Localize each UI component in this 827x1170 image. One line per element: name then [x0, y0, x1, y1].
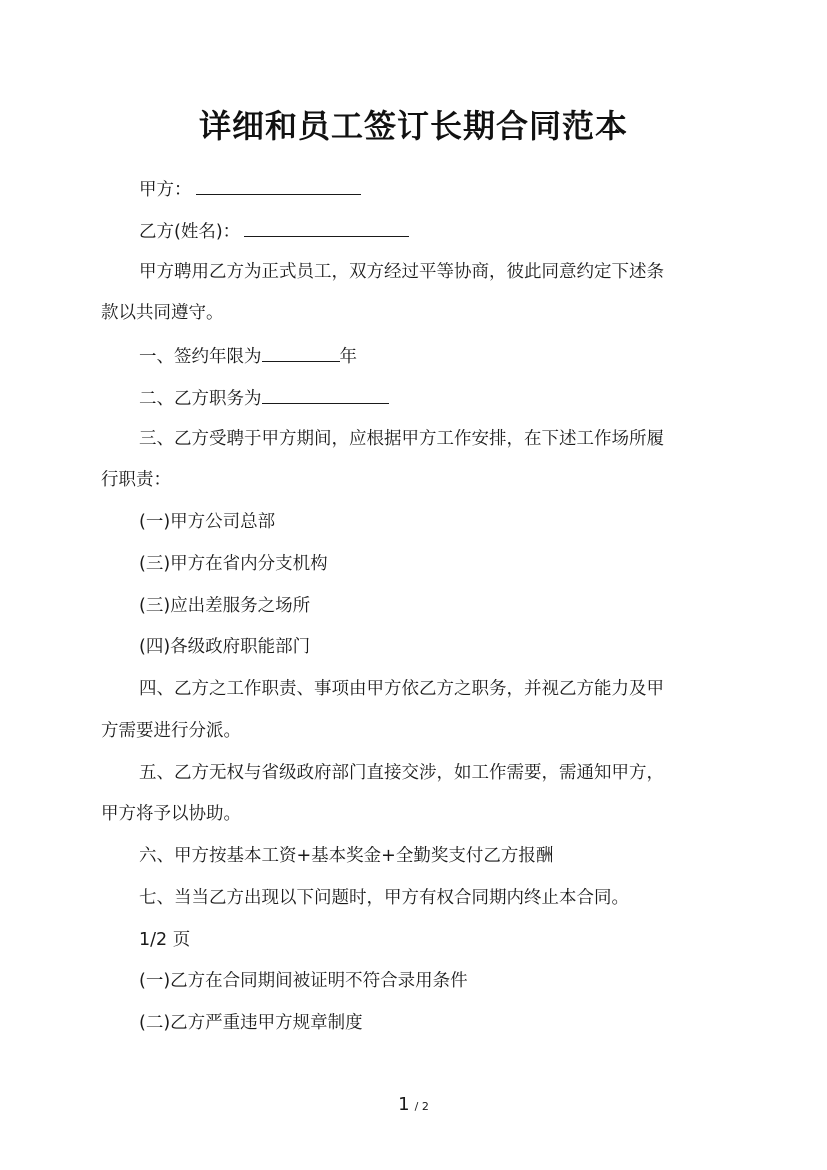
clause-6: 六、甲方按基本工资+基本奖金+全勤奖支付乙方报酬 — [139, 846, 554, 866]
place-item-2: (三)甲方在省内分支机构 — [139, 554, 328, 574]
clause-1-prefix: 一、签约年限为 — [139, 347, 262, 367]
position-blank — [262, 385, 389, 404]
clause-7: 七、当当乙方出现以下问题时，甲方有权合同期内终止本合同。 — [139, 888, 629, 908]
party-b-blank — [244, 218, 409, 237]
clause-5-line-2: 甲方将予以协助。 — [101, 804, 241, 824]
clause-4-line-2: 方需要进行分派。 — [101, 721, 241, 741]
clause-5-line-1: 五、乙方无权与省级政府部门直接交涉，如工作需要，需通知甲方， — [139, 763, 664, 783]
place-item-3: (三)应出差服务之场所 — [139, 596, 311, 616]
clause-2-prefix: 二、乙方职务为 — [139, 389, 262, 409]
page-number-footer — [0, 1094, 827, 1115]
term-years-blank — [262, 343, 340, 362]
page-marker: 1/2 页 — [139, 930, 191, 950]
condition-item-1: (一)乙方在合同期间被证明不符合录用条件 — [139, 971, 468, 991]
condition-item-2: (二)乙方严重违甲方规章制度 — [139, 1013, 363, 1033]
party-b-line — [139, 218, 409, 244]
clause-2 — [139, 385, 389, 411]
total-pages: / 2 — [414, 1100, 429, 1113]
party-a-label: 甲方： — [139, 180, 192, 200]
clause-1-suffix: 年 — [339, 347, 357, 367]
party-a-blank — [196, 176, 361, 195]
clause-3-line-1: 三、乙方受聘于甲方期间，应根据甲方工作安排，在下述工作场所履 — [139, 429, 664, 449]
intro-line-2: 款以共同遵守。 — [101, 303, 224, 323]
intro-line-1: 甲方聘用乙方为正式员工，双方经过平等协商，彼此同意约定下述条 — [139, 262, 664, 282]
clause-1 — [139, 343, 357, 369]
clause-4-line-1: 四、乙方之工作职责、事项由甲方依乙方之职务，并视乙方能力及甲 — [139, 679, 664, 699]
clause-3-line-2: 行职责： — [101, 470, 171, 490]
place-item-1: (一)甲方公司总部 — [139, 512, 276, 532]
place-item-4: (四)各级政府职能部门 — [139, 637, 311, 657]
party-a-line — [139, 176, 361, 202]
current-page-number: 1 — [398, 1094, 410, 1115]
party-b-label: 乙方(姓名)： — [139, 222, 241, 242]
document-title: 详细和员工签订长期合同范本 — [198, 107, 628, 145]
